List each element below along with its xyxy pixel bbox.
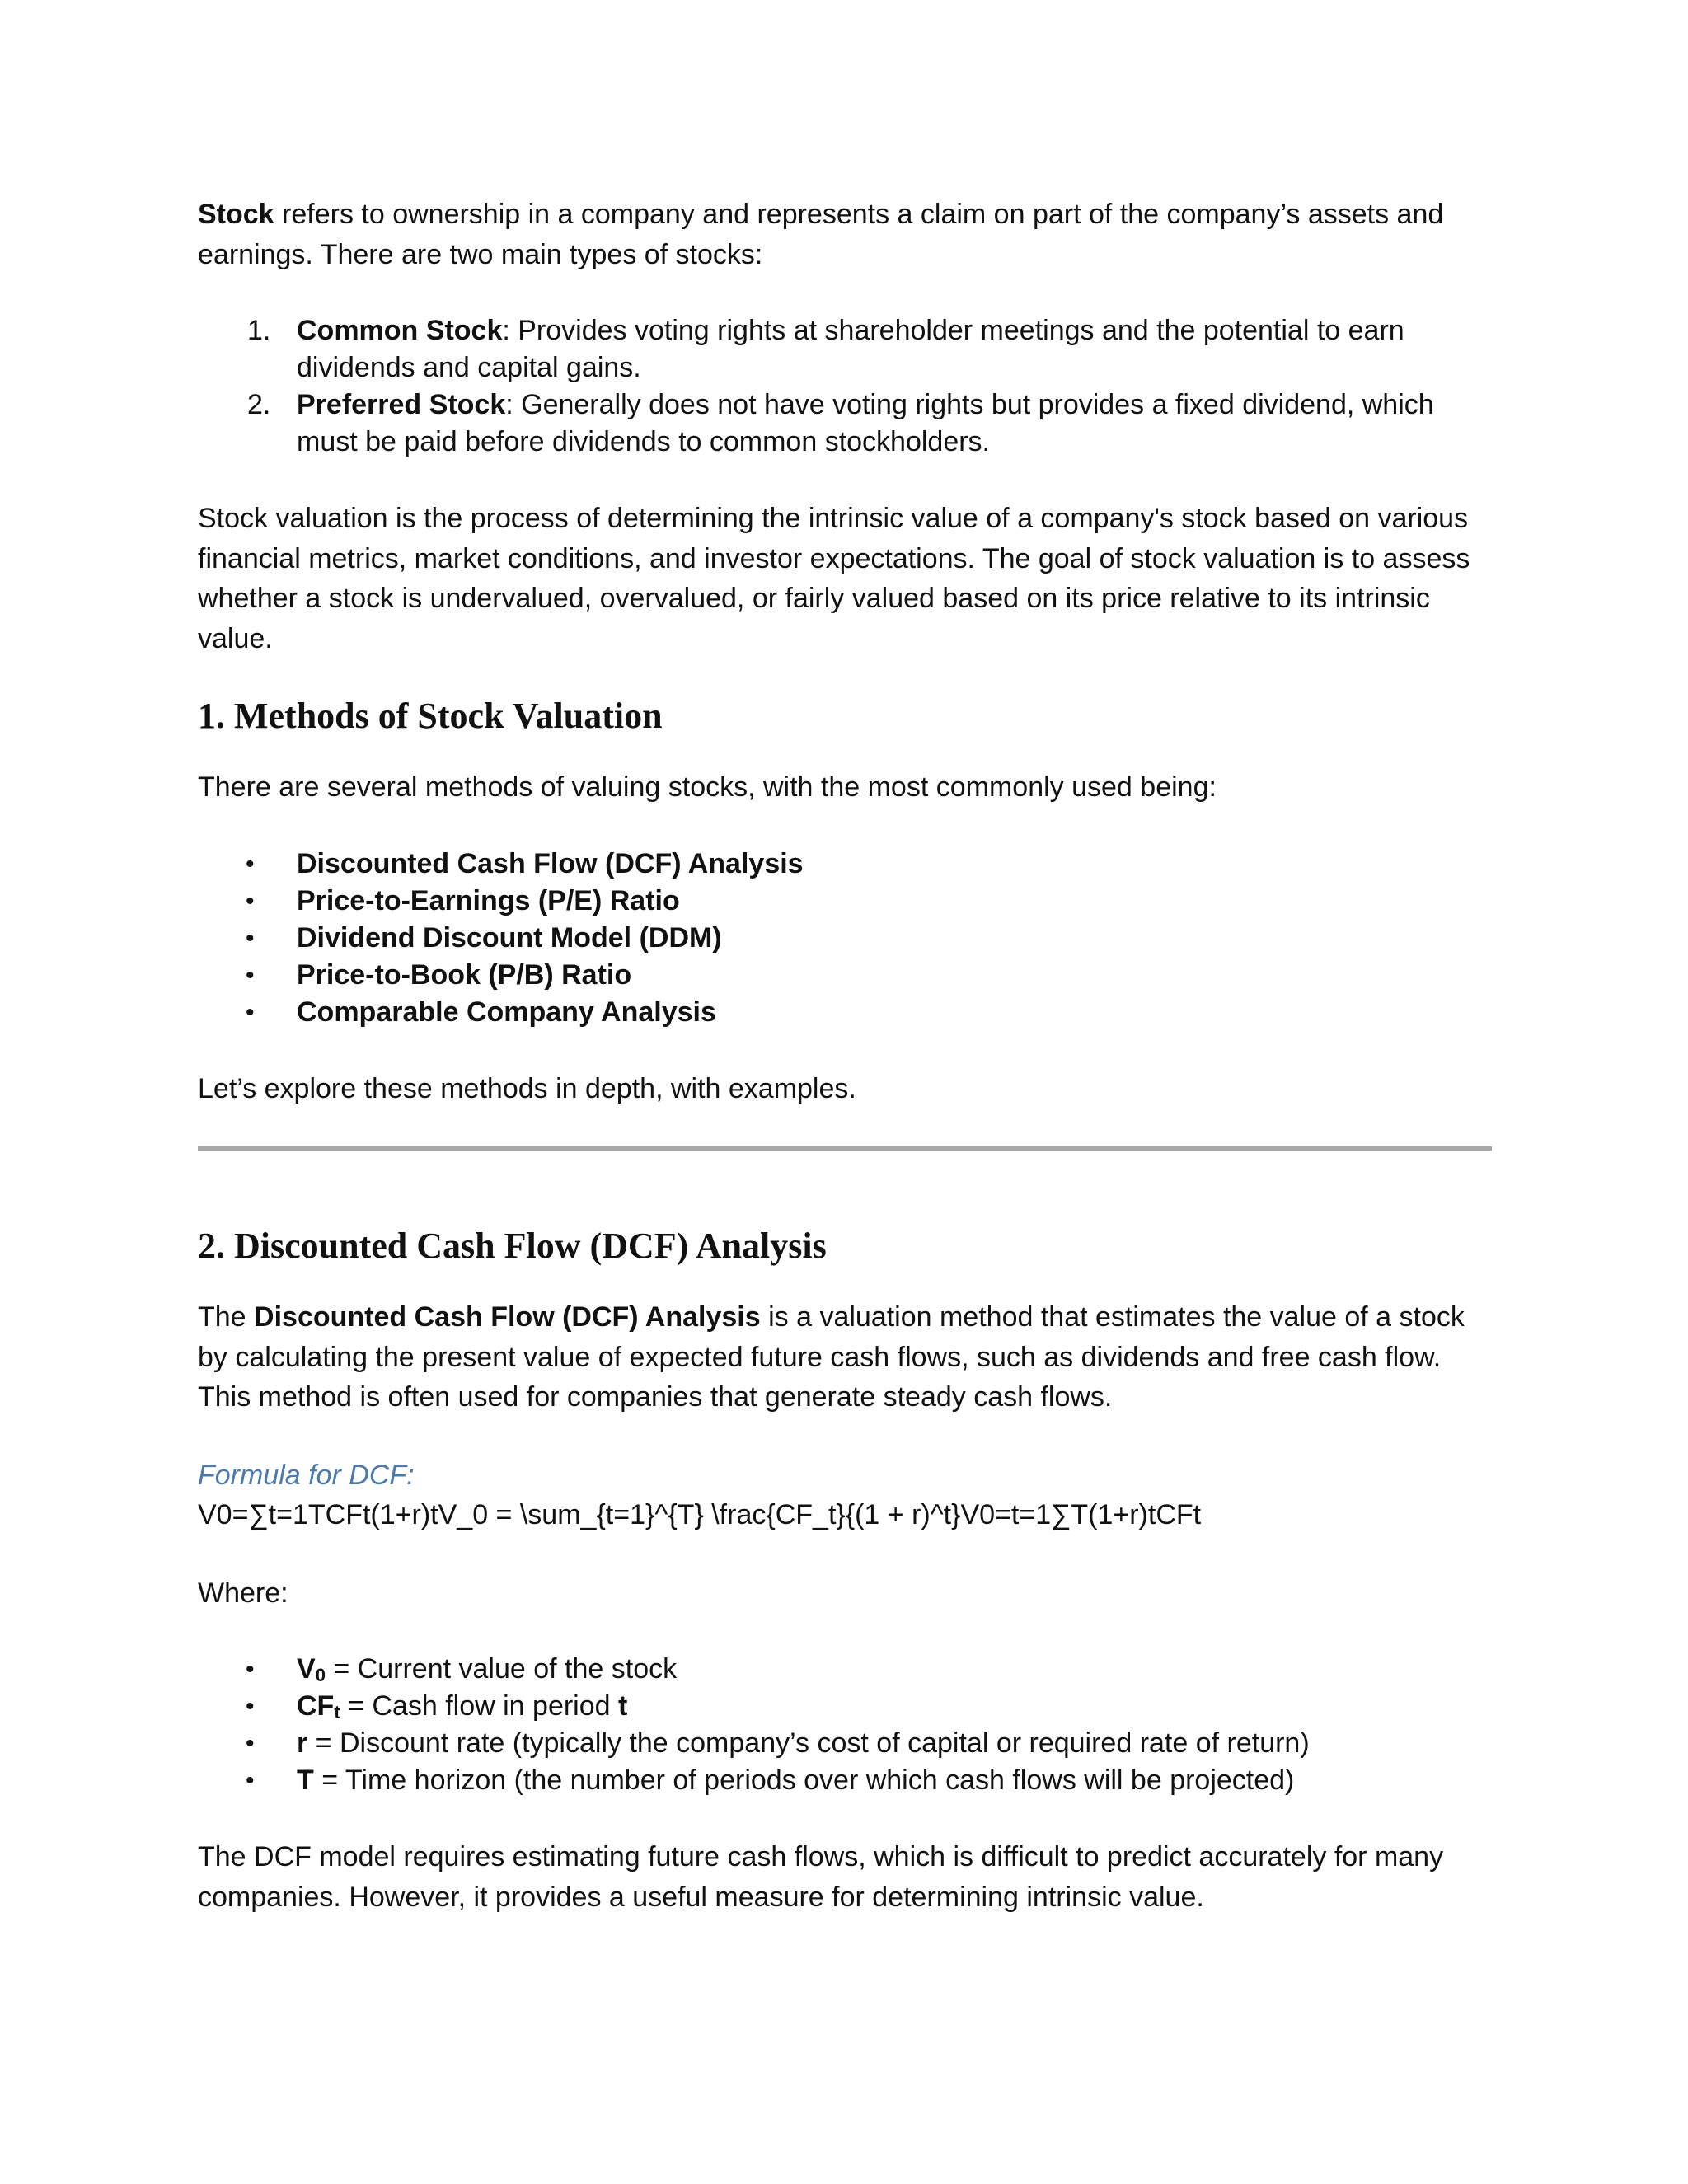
stock-definition-paragraph bbox=[198, 194, 1492, 274]
variable-desc: = Cash flow in period bbox=[340, 1690, 618, 1722]
list-item bbox=[198, 994, 1492, 1031]
bullet: • bbox=[246, 1693, 255, 1720]
bullet: • bbox=[246, 887, 255, 915]
stock-term: Stock bbox=[198, 199, 274, 230]
dcf-para-prefix: The bbox=[198, 1301, 255, 1333]
bullet: • bbox=[246, 961, 255, 989]
bullet: • bbox=[246, 1656, 255, 1683]
stock-type-name: Preferred Stock bbox=[297, 389, 506, 420]
list-item bbox=[198, 1762, 1492, 1799]
where-label: Where: bbox=[198, 1577, 288, 1609]
bullet: • bbox=[246, 998, 255, 1026]
method-name: Discounted Cash Flow (DCF) Analysis bbox=[297, 847, 804, 879]
method-name: Price-to-Earnings (P/E) Ratio bbox=[297, 884, 680, 916]
methods-lead-paragraph: There are several methods of valuing stocks, with the most commonly used being: bbox=[198, 771, 1217, 803]
list-item bbox=[198, 312, 1492, 387]
list-item bbox=[198, 1725, 1492, 1762]
variable-desc: = Current value of the stock bbox=[325, 1653, 678, 1685]
formula-text: V0=∑t=1TCFt(1+r)tV_0 = \sum_{t=1}^{T} \frac{CF_t}{(1 + r)^t}V0=t=1∑T(1+r)tCFt bbox=[198, 1499, 1202, 1530]
stock-definition-text: refers to ownership in a company and represents a claim on part of the company’s assets and earnings. There are two main types of stocks: bbox=[198, 199, 1444, 270]
method-name: Price-to-Book (P/B) Ratio bbox=[297, 958, 632, 991]
bullet: • bbox=[246, 850, 255, 878]
formula-label: Formula for DCF: bbox=[198, 1459, 415, 1491]
variable-term: $CF_t$ bbox=[297, 1690, 340, 1722]
list-item bbox=[198, 1688, 1492, 1725]
dcf-closing-paragraph: The DCF model requires estimating future cash flows, which is difficult to predict accurately for many companies. However, it provides a useful measure for determining intrinsic value. bbox=[198, 1841, 1444, 1913]
section-heading-methods: 1. Methods of Stock Valuation bbox=[198, 696, 663, 736]
stock-type-desc: : Provides voting rights at shareholder meetings and the potential to earn dividends and capital gains. bbox=[297, 315, 1404, 383]
list-item bbox=[198, 1651, 1492, 1688]
list-item bbox=[198, 846, 1492, 883]
variable-term: $V_0$ bbox=[297, 1653, 326, 1685]
methods-list bbox=[198, 846, 1492, 1031]
list-item bbox=[198, 957, 1492, 994]
variable-desc: = Time horizon (the number of periods over which cash flows will be projected) bbox=[313, 1765, 1295, 1796]
variable-trailing: t bbox=[618, 1690, 628, 1722]
dcf-term: Discounted Cash Flow (DCF) Analysis bbox=[254, 1301, 761, 1333]
list-number: 1. bbox=[247, 315, 271, 346]
list-item bbox=[198, 387, 1492, 461]
variable-desc: = Discount rate (typically the company’s cost of capital or required rate of return) bbox=[307, 1727, 1310, 1759]
variable-term: T bbox=[297, 1765, 314, 1796]
valuation-paragraph: Stock valuation is the process of determining the intrinsic value of a company's stock based on various financial metrics, market conditions, and investor expectations. The goal of stock valuation is to assess whether a stock is undervalued, overvalued, or fairly valued based on its price relative to its intrinsic value. bbox=[198, 503, 1470, 654]
variables-list bbox=[198, 1651, 1492, 1799]
section-heading-dcf: 2. Discounted Cash Flow (DCF) Analysis bbox=[198, 1226, 827, 1266]
method-name: Dividend Discount Model (DDM) bbox=[297, 921, 722, 954]
stock-types-list bbox=[198, 312, 1492, 461]
stock-type-desc: : Generally does not have voting rights but provides a fixed dividend, which must be paid before dividends to common stockholders. bbox=[297, 389, 1434, 457]
method-name: Comparable Company Analysis bbox=[297, 996, 716, 1028]
stock-type-name: Common Stock bbox=[297, 315, 503, 346]
list-item bbox=[198, 883, 1492, 920]
bullet: • bbox=[246, 924, 255, 952]
list-item bbox=[198, 920, 1492, 957]
dcf-para-suffix: is a valuation method that estimates the value of a stock by calculating the present value of expected future cash flows, such as dividends and free cash flow. This method is often used for companies that generate steady cash flows. bbox=[198, 1301, 1465, 1413]
dcf-paragraph bbox=[198, 1297, 1492, 1418]
methods-closing-paragraph: Let’s explore these methods in depth, with examples. bbox=[198, 1072, 856, 1104]
variable-term: r bbox=[297, 1727, 308, 1759]
list-number: 2. bbox=[247, 389, 271, 420]
document-page bbox=[198, 194, 1492, 1917]
bullet: • bbox=[246, 1730, 255, 1757]
bullet: • bbox=[246, 1767, 255, 1794]
